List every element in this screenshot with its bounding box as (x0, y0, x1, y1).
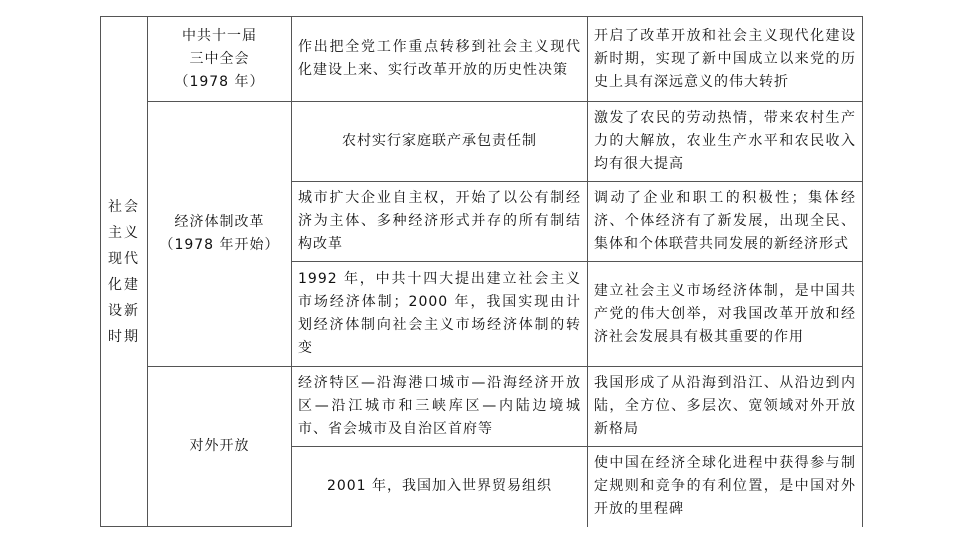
era-text-line: 时期 (108, 328, 140, 345)
impact-cell: 建立社会主义市场经济体制，是中国共产党的伟大创举，对我国改革开放和经济社会发展具有极其重要的作用 (588, 262, 863, 367)
era-text-line: 设新 (108, 302, 140, 319)
era-text-line: 现代 (108, 250, 140, 267)
category-text-line: （1978 年） (174, 73, 265, 90)
event-cell: 2001 年，我国加入世界贸易组织 (292, 447, 588, 527)
category-text-line: （1978 年开始） (159, 237, 280, 253)
category-cell-economic-reform (148, 102, 292, 367)
impact-cell: 调动了企业和职工的积极性；集体经济、个体经济有了新发展，出现全民、集体和个体联营共同发展的新经济形式 (588, 182, 863, 262)
event-cell: 1992 年，中共十四大提出建立社会主义市场经济体制；2000 年，我国实现由计划经济体制向社会主义市场经济体制的转变 (292, 262, 588, 367)
event-cell: 经济特区—沿海港口城市—沿海经济开放区—沿江城市和三峡库区—内陆边境城市、省会城市及自治区首府等 (292, 367, 588, 447)
table-row (101, 17, 863, 102)
table-row (101, 102, 863, 182)
era-text-line: 社会 (108, 198, 140, 215)
history-table-container (100, 16, 862, 527)
category-cell-opening-up (148, 367, 292, 527)
event-cell: 城市扩大企业自主权，开始了以公有制经济为主体、多种经济形式并存的所有制结构改革 (292, 182, 588, 262)
era-text-line: 主义 (108, 224, 140, 241)
impact-cell: 使中国在经济全球化进程中获得参与制定规则和竞争的有利位置，是中国对外开放的里程碑 (588, 447, 863, 527)
era-text-line: 化建 (108, 276, 140, 293)
event-cell: 作出把全党工作重点转移到社会主义现代化建设上来、实行改革开放的历史性决策 (292, 17, 588, 102)
category-text-line: 三中全会 (189, 50, 250, 67)
impact-cell: 激发了农民的劳动热情，带来农村生产力的大解放，农业生产水平和农民收入均有很大提高 (588, 102, 863, 182)
history-table (100, 16, 863, 527)
category-text-line: 对外开放 (189, 438, 250, 454)
impact-cell: 开启了改革开放和社会主义现代化建设新时期，实现了新中国成立以来党的历史上具有深远意义的伟大转折 (588, 17, 863, 102)
event-cell: 农村实行家庭联产承包责任制 (292, 102, 588, 182)
category-cell-third-plenum (148, 17, 292, 102)
era-cell (101, 17, 148, 527)
impact-cell: 我国形成了从沿海到沿江、从沿边到内陆，全方位、多层次、宽领域对外开放新格局 (588, 367, 863, 447)
category-text-line: 中共十一届 (182, 27, 257, 44)
table-row (101, 367, 863, 447)
category-text-line: 经济体制改革 (174, 214, 265, 230)
